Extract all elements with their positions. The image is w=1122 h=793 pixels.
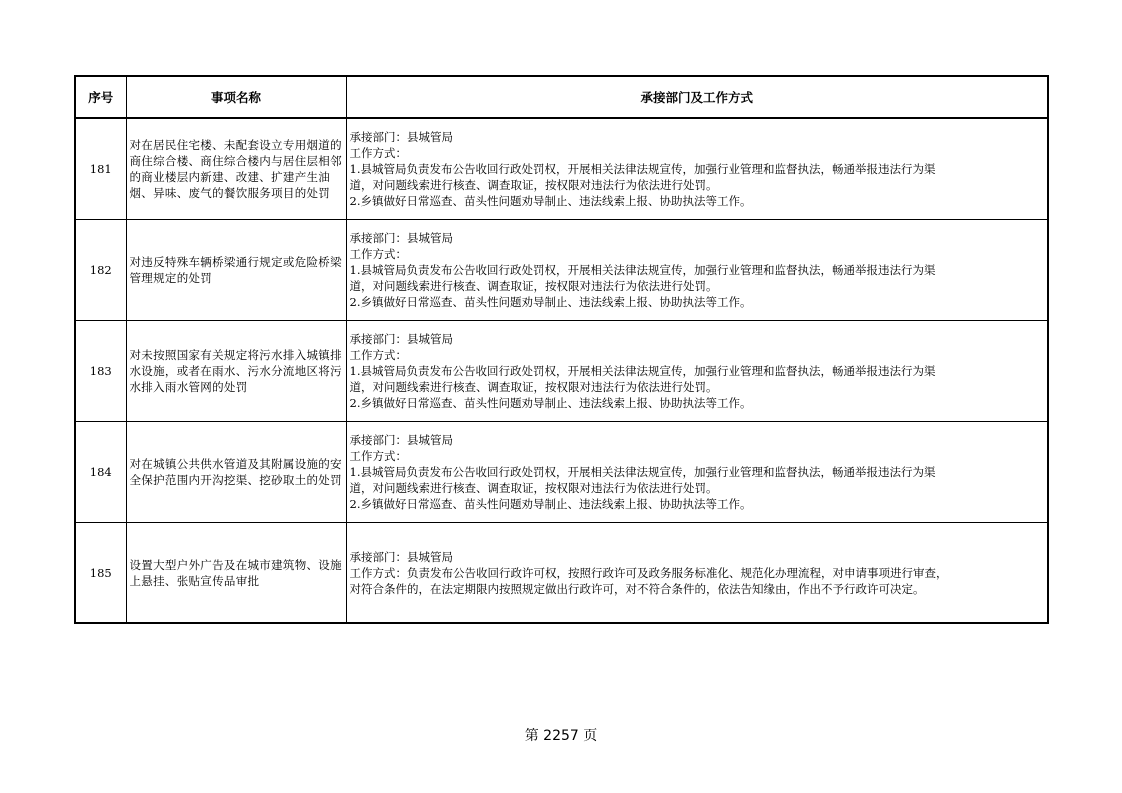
work-line: 1.县城管局负责发布公告收回行政处罚权，开展相关法律法规宣传，加强行业管理和监督执法，畅通举报违法行为渠 (349, 263, 936, 277)
row-no: 183 (75, 321, 126, 422)
table-row (75, 422, 1048, 523)
row-name: 设置大型户外广告及在城市建筑物、设施上悬挂、张贴宣传品审批 (126, 523, 346, 624)
header-name: 事项名称 (126, 76, 346, 118)
matters-table (74, 75, 1049, 624)
work-line: 对符合条件的，在法定期限内按照规定做出行政许可，对不符合条件的，依法告知缘由，作出不予行政许可决定。 (349, 581, 925, 596)
row-work (346, 523, 1048, 624)
work-line: 承接部门：县城管局 (349, 332, 453, 346)
row-name: 对在城镇公共供水管道及其附属设施的安全保护范围内开沟挖渠、挖砂取土的处罚 (126, 422, 346, 523)
work-line: 工作方式： (349, 449, 407, 463)
row-work (346, 422, 1048, 523)
work-line: 道，对问题线索进行核查、调查取证，按权限对违法行为依法进行处罚。 (349, 380, 718, 394)
work-line: 2.乡镇做好日常巡查、苗头性问题劝导制止、违法线索上报、协助执法等工作。 (349, 497, 752, 511)
work-line: 1.县城管局负责发布公告收回行政处罚权，开展相关法律法规宣传，加强行业管理和监督执法，畅通举报违法行为渠 (349, 465, 936, 479)
work-line: 2.乡镇做好日常巡查、苗头性问题劝导制止、违法线索上报、协助执法等工作。 (349, 194, 752, 208)
row-name: 对在居民住宅楼、未配套设立专用烟道的商住综合楼、商住综合楼内与居住层相邻的商业楼层内新建、改建、扩建产生油烟、异味、废气的餐饮服务项目的处罚 (126, 118, 346, 220)
work-line: 2.乡镇做好日常巡查、苗头性问题劝导制止、违法线索上报、协助执法等工作。 (349, 295, 752, 309)
work-line: 2.乡镇做好日常巡查、苗头性问题劝导制止、违法线索上报、协助执法等工作。 (349, 396, 752, 410)
row-no: 185 (75, 523, 126, 624)
work-line: 承接部门：县城管局 (349, 433, 453, 447)
work-line: 工作方式： (349, 348, 407, 362)
work-line: 工作方式： (349, 146, 407, 160)
header-dept: 承接部门及工作方式 (346, 76, 1048, 118)
work-line: 承接部门：县城管局 (349, 231, 453, 245)
header-no: 序号 (75, 76, 126, 118)
work-line: 道，对问题线索进行核查、调查取证，按权限对违法行为依法进行处罚。 (349, 481, 718, 495)
table-row (75, 220, 1048, 321)
row-name: 对未按照国家有关规定将污水排入城镇排水设施，或者在雨水、污水分流地区将污水排入雨水管网的处罚 (126, 321, 346, 422)
row-no: 181 (75, 118, 126, 220)
row-work (346, 220, 1048, 321)
work-line: 承接部门：县城管局 (349, 549, 453, 564)
table-header-row (75, 76, 1048, 118)
table-row (75, 523, 1048, 624)
work-line: 工作方式： (349, 247, 407, 261)
table-row (75, 321, 1048, 422)
work-line: 道，对问题线索进行核查、调查取证，按权限对违法行为依法进行处罚。 (349, 279, 718, 293)
work-line: 1.县城管局负责发布公告收回行政处罚权，开展相关法律法规宣传，加强行业管理和监督执法，畅通举报违法行为渠 (349, 162, 936, 176)
work-line: 1.县城管局负责发布公告收回行政处罚权，开展相关法律法规宣传，加强行业管理和监督执法，畅通举报违法行为渠 (349, 364, 936, 378)
row-name: 对违反特殊车辆桥梁通行规定或危险桥梁管理规定的处罚 (126, 220, 346, 321)
work-line: 道，对问题线索进行核查、调查取证，按权限对违法行为依法进行处罚。 (349, 178, 718, 192)
row-work (346, 118, 1048, 220)
work-line: 承接部门：县城管局 (349, 130, 453, 144)
work-line: 工作方式：负责发布公告收回行政许可权，按照行政许可及政务服务标准化、规范化办理流程，对申请事项进行审查， (349, 565, 948, 580)
table-row (75, 118, 1048, 220)
row-no: 184 (75, 422, 126, 523)
row-work (346, 321, 1048, 422)
row-no: 182 (75, 220, 126, 321)
page-number: 第 2257 页 (524, 728, 598, 744)
